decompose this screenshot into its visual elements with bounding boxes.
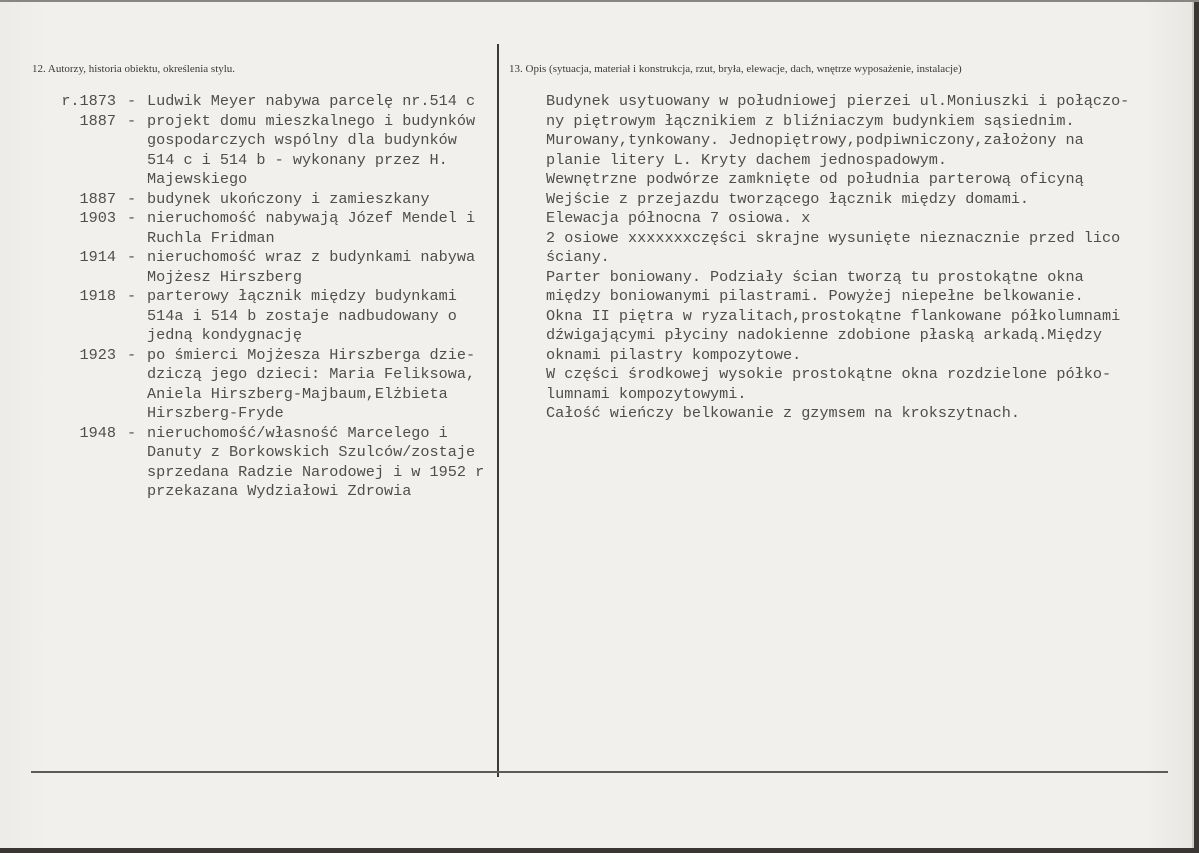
history-line: 514a i 514 b zostaje nadbudowany o xyxy=(147,306,457,325)
history-line: Mojżesz Hirszberg xyxy=(147,267,302,286)
description-line: Budynek usytuowany w południowej pierzei ul.Moniuszki i połączo- xyxy=(546,92,1130,110)
description-line: Całość wieńczy belkowanie z gzymsem na krokszytnach. xyxy=(546,404,1020,422)
history-entry xyxy=(30,209,484,248)
history-line: dziczą jego dzieci: Maria Feliksowa, xyxy=(147,365,476,383)
history-line: nieruchomość nabywają Józef Mendel i xyxy=(147,209,476,227)
description-text xyxy=(546,92,1129,424)
history-dash: - xyxy=(126,92,137,110)
history-line: Ruchla Fridman xyxy=(147,228,275,247)
history-dash: - xyxy=(126,345,137,364)
object-history-list xyxy=(30,92,484,502)
history-year: 1887 xyxy=(79,111,116,130)
history-text xyxy=(147,92,475,112)
description-line: W części środkowej wysokie prostokątne okna rozdzielone półko- xyxy=(546,365,1112,383)
page-top-edge xyxy=(0,0,1199,2)
history-entry xyxy=(30,190,484,210)
history-line: jedną kondygnację xyxy=(147,326,302,344)
history-line: Danuty z Borkowskich Szulców/zostaje xyxy=(147,443,476,461)
history-year: r.1873 xyxy=(61,92,116,110)
history-line: nieruchomość wraz z budynkami nabywa xyxy=(147,248,476,266)
history-year: 1903 xyxy=(79,209,116,227)
history-entry xyxy=(30,287,484,346)
history-line: przekazana Wydziałowi Zdrowia xyxy=(147,482,412,500)
history-text xyxy=(147,190,430,210)
description-line: Wewnętrzne podwórze zamknięte od południa parterową oficyną xyxy=(546,170,1084,188)
history-year: 1923 xyxy=(79,345,116,364)
history-text xyxy=(147,346,475,424)
history-year: 1914 xyxy=(79,248,116,266)
history-line: Majewskiego xyxy=(147,170,248,188)
description-line: planie litery L. Kryty dachem jednospadowym. xyxy=(546,150,948,169)
history-line: budynek ukończony i zamieszkany xyxy=(147,189,430,208)
history-line: sprzedana Radzie Narodowej i w 1952 r xyxy=(147,462,485,481)
description-line: Okna II piętra w ryzalitach,prostokątne flankowane półkolumnami xyxy=(546,306,1121,325)
history-year: 1918 xyxy=(79,287,116,305)
description-line: oknami pilastry kompozytowe. xyxy=(546,345,802,364)
history-dash: - xyxy=(126,209,137,227)
history-entry xyxy=(30,346,484,424)
history-dash: - xyxy=(126,423,137,442)
history-line: Aniela Hirszberg-Majbaum,Elżbieta xyxy=(147,384,448,403)
history-line: po śmierci Mojżesza Hirszberga dzie- xyxy=(147,345,476,364)
description-line: ny piętrowym łącznikiem z bliźniaczym budynkiem sąsiednim. xyxy=(546,111,1075,130)
history-line: gospodarczych wspólny dla budynków xyxy=(147,131,457,149)
history-line: 514 c i 514 b - wykonany przez H. xyxy=(147,150,448,169)
description-line: Murowany,tynkowany. Jednopiętrowy,podpiwniczony,założony na xyxy=(546,131,1084,149)
history-line: Ludwik Meyer nabywa parcelę nr.514 c xyxy=(147,92,476,110)
bottom-rule xyxy=(31,771,1168,773)
history-text xyxy=(147,424,484,502)
history-entry xyxy=(30,424,484,502)
history-dash: - xyxy=(126,287,137,305)
history-line: parterowy łącznik między budynkami xyxy=(147,287,457,305)
section-13-header: 13. Opis (sytuacja, materiał i konstrukcja, rzut, bryła, elewacje, dach, wnętrze wyposażenie, instalacje) xyxy=(509,63,962,75)
history-line: Hirszberg-Fryde xyxy=(147,404,284,422)
description-line: dźwigającymi płyciny nadokienne zdobione płaską arkadą.Między xyxy=(546,326,1102,344)
history-text xyxy=(147,209,475,248)
description-line: Elewacja północna 7 osiowa. x xyxy=(546,209,811,227)
history-text xyxy=(147,287,457,346)
history-text xyxy=(147,248,475,287)
description-line: Parter boniowany. Podziały ścian tworzą tu prostokątne okna xyxy=(546,267,1084,286)
history-year: 1887 xyxy=(79,189,116,208)
description-line: między boniowanymi pilastrami. Powyżej niepełne belkowanie. xyxy=(546,287,1084,305)
history-dash: - xyxy=(126,189,137,208)
history-line: nieruchomość/własność Marcelego i xyxy=(147,423,448,442)
description-line: Wejście z przejazdu tworzącego łącznik między domami. xyxy=(546,189,1030,208)
history-entry xyxy=(30,92,484,112)
description-line: 2 osiowe xxxxxxxczęści skrajne wysunięte nieznacznie przed lico xyxy=(546,228,1121,247)
history-line: projekt domu mieszkalnego i budynków xyxy=(147,111,476,130)
history-dash: - xyxy=(126,248,137,266)
history-year: 1948 xyxy=(79,423,116,442)
column-divider xyxy=(497,44,499,777)
history-text xyxy=(147,112,475,190)
history-entry xyxy=(30,112,484,190)
history-dash: - xyxy=(126,111,137,130)
section-12-header: 12. Autorzy, historia obiektu, określenia stylu. xyxy=(32,63,236,75)
description-line: lumnami kompozytowymi. xyxy=(546,384,747,403)
history-entry xyxy=(30,248,484,287)
description-line: ściany. xyxy=(546,248,610,266)
